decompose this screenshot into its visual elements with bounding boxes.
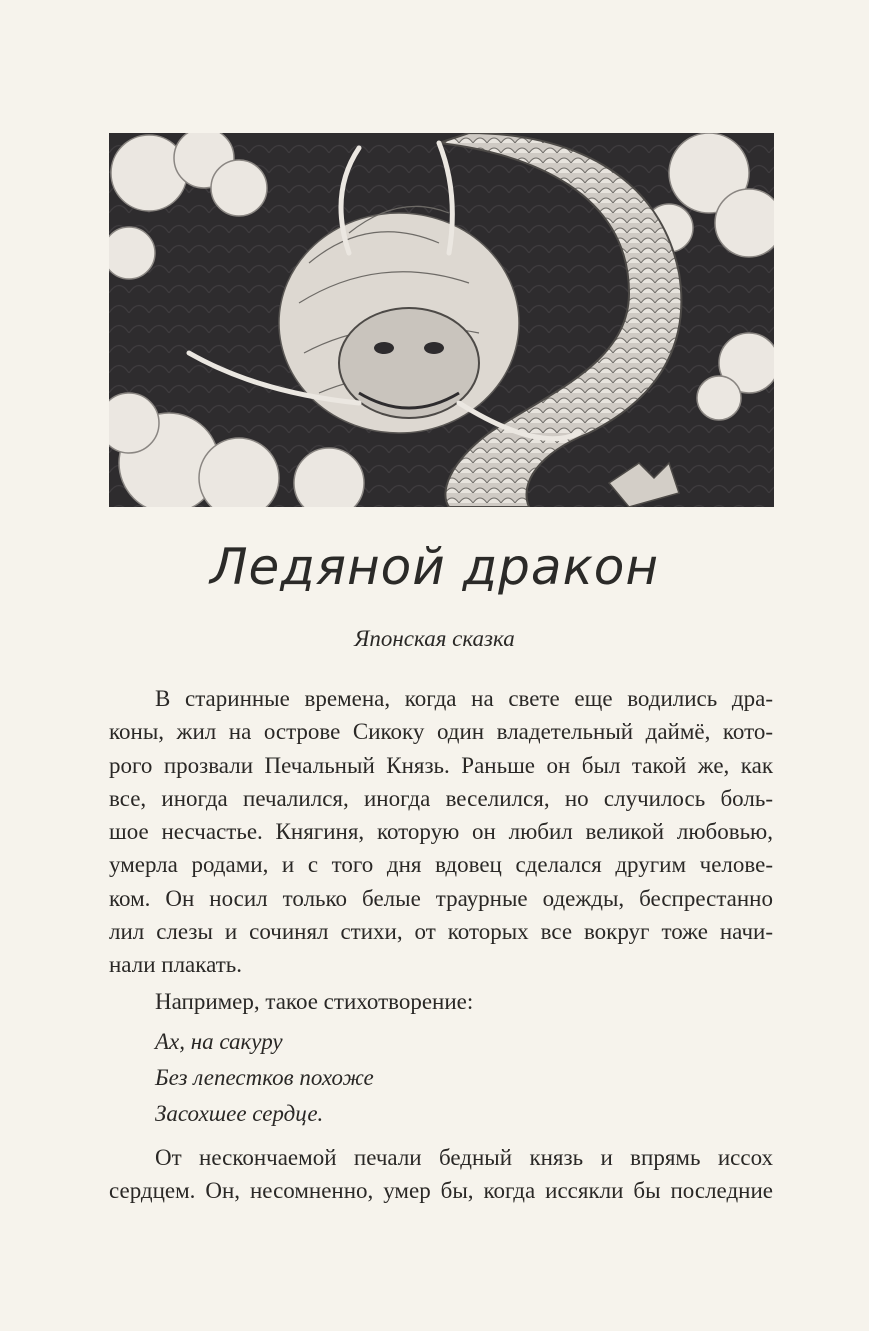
text-line: все, иногда печалился, иногда веселился, но случилось боль- xyxy=(109,785,773,811)
page-subtitle: Японская сказка xyxy=(354,626,515,651)
text-line: умерла родами, и с того дня вдовец сделался другим челове- xyxy=(109,852,773,878)
text-line: сердцем. Он, несомненно, умер бы, когда иссякли бы последние xyxy=(109,1178,773,1204)
paragraph-3 xyxy=(109,1141,773,1208)
poem xyxy=(155,1024,374,1132)
paragraph-2 xyxy=(109,985,773,1018)
text-line: шое несчастье. Княгиня, которую он любил великой любовью, xyxy=(109,819,773,845)
text-line: ком. Он носил только белые траурные одежды, беспрестанно xyxy=(109,885,773,911)
poem-line: Ах, на сакуру xyxy=(155,1029,283,1054)
text-line: коны, жил на острове Сикоку один владетельный даймё, кото- xyxy=(109,719,773,745)
text-line: От нескончаемой печали бедный князь и впрямь иссох xyxy=(155,1145,773,1170)
poem-line: Засохшее сердце. xyxy=(155,1101,324,1126)
text-line: Например, такое стихотворение: xyxy=(155,989,474,1014)
poem-line: Без лепестков похоже xyxy=(155,1065,374,1090)
text-line: нали плакать. xyxy=(109,952,242,978)
page-title: Ледяной дракон xyxy=(209,538,660,596)
dragon-illustration xyxy=(109,133,774,507)
text-line: лил слезы и сочинял стихи, от которых все вокруг тоже начи- xyxy=(109,919,773,945)
text-line: В старинные времена, когда на свете еще водились дра- xyxy=(155,686,773,711)
paragraph-1 xyxy=(109,682,773,982)
text-line: рого прозвали Печальный Князь. Раньше он был такой же, как xyxy=(109,752,773,778)
